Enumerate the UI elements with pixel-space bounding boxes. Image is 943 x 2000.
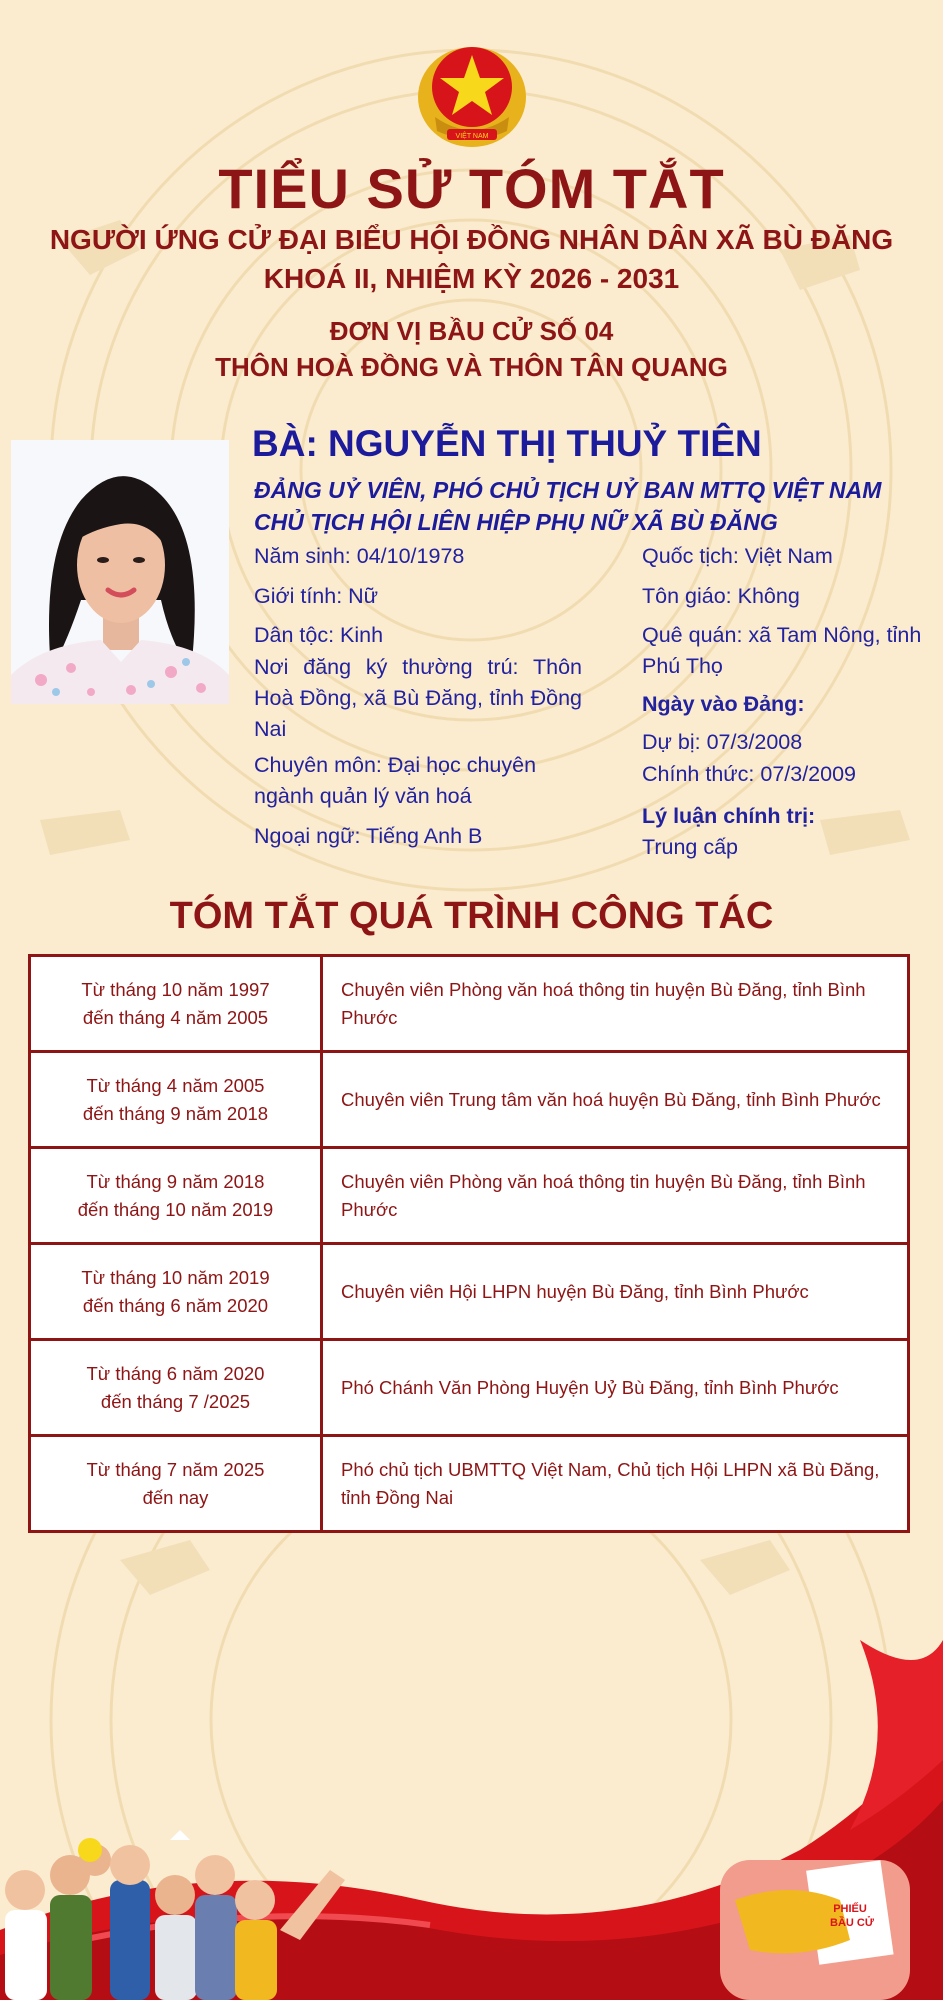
party-official-date: Chính thức: 07/3/2009	[642, 762, 857, 786]
description-cell: Phó Chánh Văn Phòng Huyện Uỷ Bù Đăng, tỉnh Bình Phước	[322, 1340, 909, 1436]
ballot-text-1: PHIẾU	[833, 1903, 867, 1915]
table-row	[30, 1052, 909, 1148]
description-cell: Chuyên viên Phòng văn hoá thông tin huyện Bù Đăng, tỉnh Bình Phước	[322, 956, 909, 1052]
subtitle-line-2: KHOÁ II, NHIỆM KỲ 2026 - 2031	[263, 263, 680, 294]
work-history-table	[28, 954, 910, 1533]
emblem-text: VIỆT NAM	[455, 133, 489, 140]
party-join-label: Ngày vào Đảng:	[642, 692, 805, 716]
electoral-unit-line-1: ĐƠN VỊ BẦU CỬ SỐ 04	[329, 316, 614, 346]
candidate-name: BÀ: NGUYỄN THỊ THUỶ TIÊN	[252, 423, 762, 464]
period-cell	[30, 956, 322, 1052]
ballot-box-icon	[720, 1860, 910, 2000]
gender: Giới tính: Nữ	[254, 584, 379, 608]
period-end: đến tháng 6 năm 2020	[82, 1294, 269, 1316]
political-theory-value: Trung cấp	[642, 835, 739, 859]
specialty: Chuyên môn: Đại học chuyên ngành quản lý văn hoá	[254, 753, 537, 808]
period-end: đến tháng 4 năm 2005	[82, 1006, 269, 1028]
table-row	[30, 956, 909, 1052]
candidate-photo	[11, 440, 229, 704]
period-start: Từ tháng 9 năm 2018	[86, 1170, 265, 1192]
period-end: đến tháng 7 /2025	[100, 1390, 251, 1412]
national-emblem-icon	[413, 35, 531, 150]
description-cell: Chuyên viên Hội LHPN huyện Bù Đăng, tỉnh Bình Phước	[322, 1244, 909, 1340]
page-title: TIỂU SỬ TÓM TẮT	[218, 157, 725, 220]
subtitle-line-1: NGƯỜI ỨNG CỬ ĐẠI BIỂU HỘI ĐỒNG NHÂN DÂN XÃ BÙ ĐĂNG	[49, 224, 894, 255]
ethnicity: Dân tộc: Kinh	[254, 623, 384, 647]
period-cell	[30, 1052, 322, 1148]
period-start: Từ tháng 10 năm 2019	[81, 1266, 270, 1288]
period-cell	[30, 1148, 322, 1244]
bottom-illustration	[0, 1600, 943, 2000]
residence: Nơi đăng ký thường trú: Thôn Hoà Đồng, xã Bù Đăng, tỉnh Đồng Nai	[254, 655, 582, 741]
period-end: đến tháng 9 năm 2018	[82, 1102, 269, 1124]
table-row	[30, 1436, 909, 1532]
period-cell	[30, 1436, 322, 1532]
foreign-language: Ngoại ngữ: Tiếng Anh B	[254, 824, 483, 848]
table-row	[30, 1340, 909, 1436]
period-cell	[30, 1244, 322, 1340]
description-cell: Chuyên viên Trung tâm văn hoá huyện Bù Đăng, tỉnh Bình Phước	[322, 1052, 909, 1148]
table-row	[30, 1244, 909, 1340]
nationality: Quốc tịch: Việt Nam	[642, 544, 833, 568]
candidate-position-1: ĐẢNG UỶ VIÊN, PHÓ CHỦ TỊCH UỶ BAN MTTQ VIỆT NAM	[254, 477, 882, 503]
party-probation-date: Dự bị: 07/3/2008	[642, 730, 803, 754]
period-start: Từ tháng 10 năm 1997	[81, 978, 270, 1000]
birth-date: Năm sinh: 04/10/1978	[254, 544, 465, 568]
period-start: Từ tháng 4 năm 2005	[86, 1074, 265, 1096]
period-start: Từ tháng 6 năm 2020	[86, 1362, 265, 1384]
period-end: đến tháng 10 năm 2019	[77, 1198, 274, 1220]
period-end: đến nay	[142, 1486, 209, 1508]
religion: Tôn giáo: Không	[642, 584, 800, 608]
table-row	[30, 1148, 909, 1244]
candidate-position-2: CHỦ TỊCH HỘI LIÊN HIỆP PHỤ NỮ XÃ BÙ ĐĂNG	[254, 509, 778, 535]
ballot-text-2: BẦU CỬ	[830, 1917, 874, 1929]
description-cell: Chuyên viên Phòng văn hoá thông tin huyện Bù Đăng, tỉnh Bình Phước	[322, 1148, 909, 1244]
political-theory-label: Lý luận chính trị:	[642, 804, 816, 828]
work-history-title: TÓM TẮT QUÁ TRÌNH CÔNG TÁC	[169, 895, 774, 937]
hometown: Quê quán: xã Tam Nông, tỉnh Phú Thọ	[642, 623, 922, 678]
period-start: Từ tháng 7 năm 2025	[86, 1458, 265, 1480]
electoral-unit-line-2: THÔN HOÀ ĐỒNG VÀ THÔN TÂN QUANG	[215, 352, 728, 382]
description-cell: Phó chủ tịch UBMTTQ Việt Nam, Chủ tịch Hội LHPN xã Bù Đăng, tỉnh Đồng Nai	[322, 1436, 909, 1532]
period-cell	[30, 1340, 322, 1436]
